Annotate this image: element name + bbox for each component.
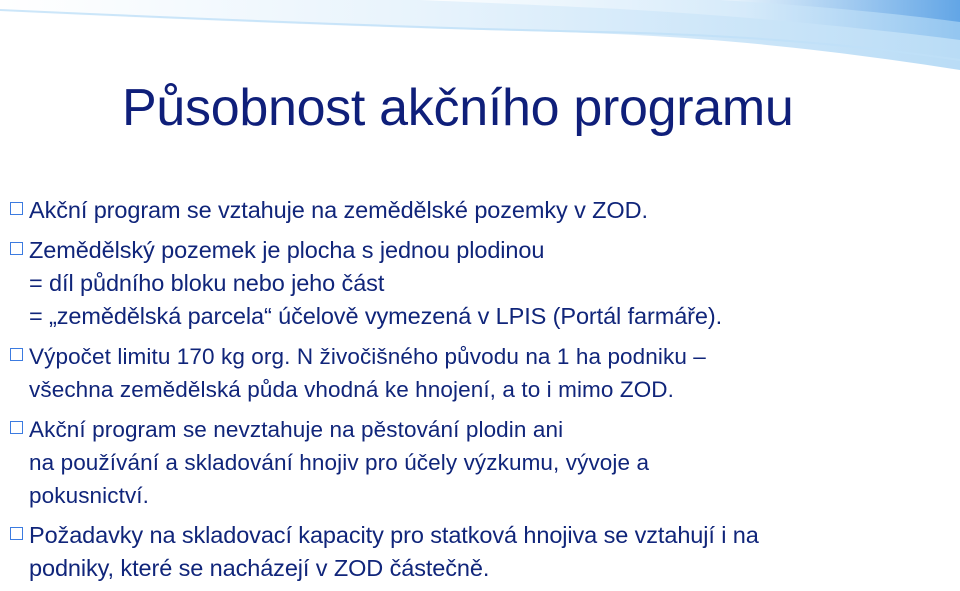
bullet-line: na používání a skladování hnojiv pro účely výzkumu, vývoje a: [29, 450, 650, 475]
bullet-line: podniky, které se nacházejí v ZOD částečně.: [29, 555, 490, 581]
checkbox-bullet-icon: [10, 242, 23, 255]
bullet-line: Výpočet limitu 170 kg org. N živočišného původu na 1 ha podniku –: [29, 344, 706, 369]
bullet-line: Zemědělský pozemek je plocha s jednou plodinou: [29, 237, 545, 263]
bullet-line: = díl půdního bloku nebo jeho část: [29, 270, 385, 296]
checkbox-bullet-icon: [10, 527, 23, 540]
bullet-line: = „zemědělská parcela“ účelově vymezená v LPIS (Portál farmáře).: [29, 303, 723, 329]
bullet-item: [10, 234, 950, 333]
bullet-item: [10, 413, 950, 512]
bullet-line: Akční program se vztahuje na zemědělské pozemky v ZOD.: [29, 197, 648, 223]
bullet-line: Požadavky na skladovací kapacity pro statková hnojiva se vztahují i na: [29, 522, 759, 548]
checkbox-bullet-icon: [10, 421, 23, 434]
bullet-line: všechna zemědělská půda vhodná ke hnojení, a to i mimo ZOD.: [29, 377, 674, 402]
bullet-line: Akční program se nevztahuje na pěstování plodin ani: [29, 417, 564, 442]
checkbox-bullet-icon: [10, 202, 23, 215]
bullet-line: pokusnictví.: [29, 483, 150, 508]
bullet-list: [10, 194, 950, 585]
bullet-item: [10, 194, 950, 227]
bullet-item: [10, 519, 950, 585]
bullet-item: [10, 340, 950, 406]
slide-title: Působnost akčního programu: [122, 79, 794, 137]
checkbox-bullet-icon: [10, 348, 23, 361]
